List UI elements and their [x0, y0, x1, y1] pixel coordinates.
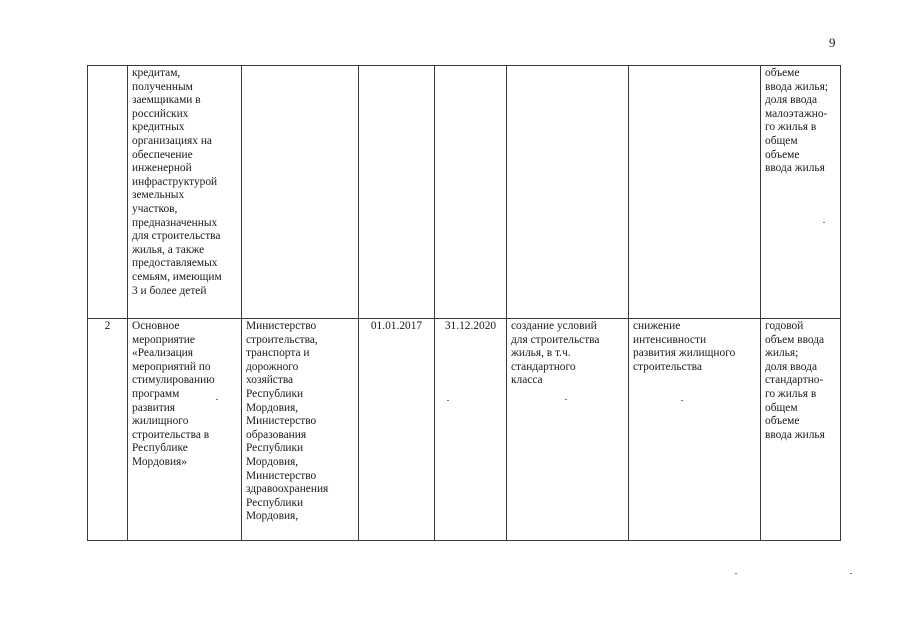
cell-consequence: снижение интенсивности развития жилищного строительства [629, 319, 761, 541]
cell-start-date [359, 66, 435, 319]
page-number: 9 [829, 35, 836, 50]
scan-speck [735, 573, 737, 574]
cell-expected-result: создание условий для строительства жилья, в т.ч. стандартного класса [507, 319, 629, 541]
cell-measure: Основное мероприятие «Реализация мероприятий по стимулированию программ развития жилищного строительства в Республике Мордовия» [128, 319, 242, 541]
cell-end-date: 31.12.2020 [435, 319, 507, 541]
cell-number [88, 66, 128, 319]
scan-speck [216, 399, 218, 400]
cell-measure: кредитам, полученным заемщиками в российских кредитных организациях на обеспечение инженерной инфраструктурой земельных участков, предназначенных для строительства жилья, а также предоставляемых семьям, имеющим 3 и более детей [128, 66, 242, 319]
table-row [88, 66, 841, 319]
cell-start-date: 01.01.2017 [359, 319, 435, 541]
scan-speck [565, 399, 567, 400]
scan-speck [850, 573, 852, 574]
scan-speck [823, 222, 825, 223]
cell-consequence [629, 66, 761, 319]
cell-end-date [435, 66, 507, 319]
cell-executor: Министерство строительства, транспорта и дорожного хозяйства Республики Мордовия, Министерство образования Республики Мордовия, Министерство здравоохранения Республики Мордовия, [242, 319, 359, 541]
cell-number: 2 [88, 319, 128, 541]
table-row [88, 319, 841, 541]
scan-speck [681, 400, 683, 401]
program-measures-table [87, 65, 841, 541]
cell-expected-result [507, 66, 629, 319]
cell-executor [242, 66, 359, 319]
cell-indicator: объеме ввода жилья; доля ввода малоэтажно- го жилья в общем объеме ввода жилья [761, 66, 841, 319]
cell-indicator: годовой объем ввода жилья; доля ввода стандартно- го жилья в общем объеме ввода жилья [761, 319, 841, 541]
scan-speck [447, 400, 449, 401]
